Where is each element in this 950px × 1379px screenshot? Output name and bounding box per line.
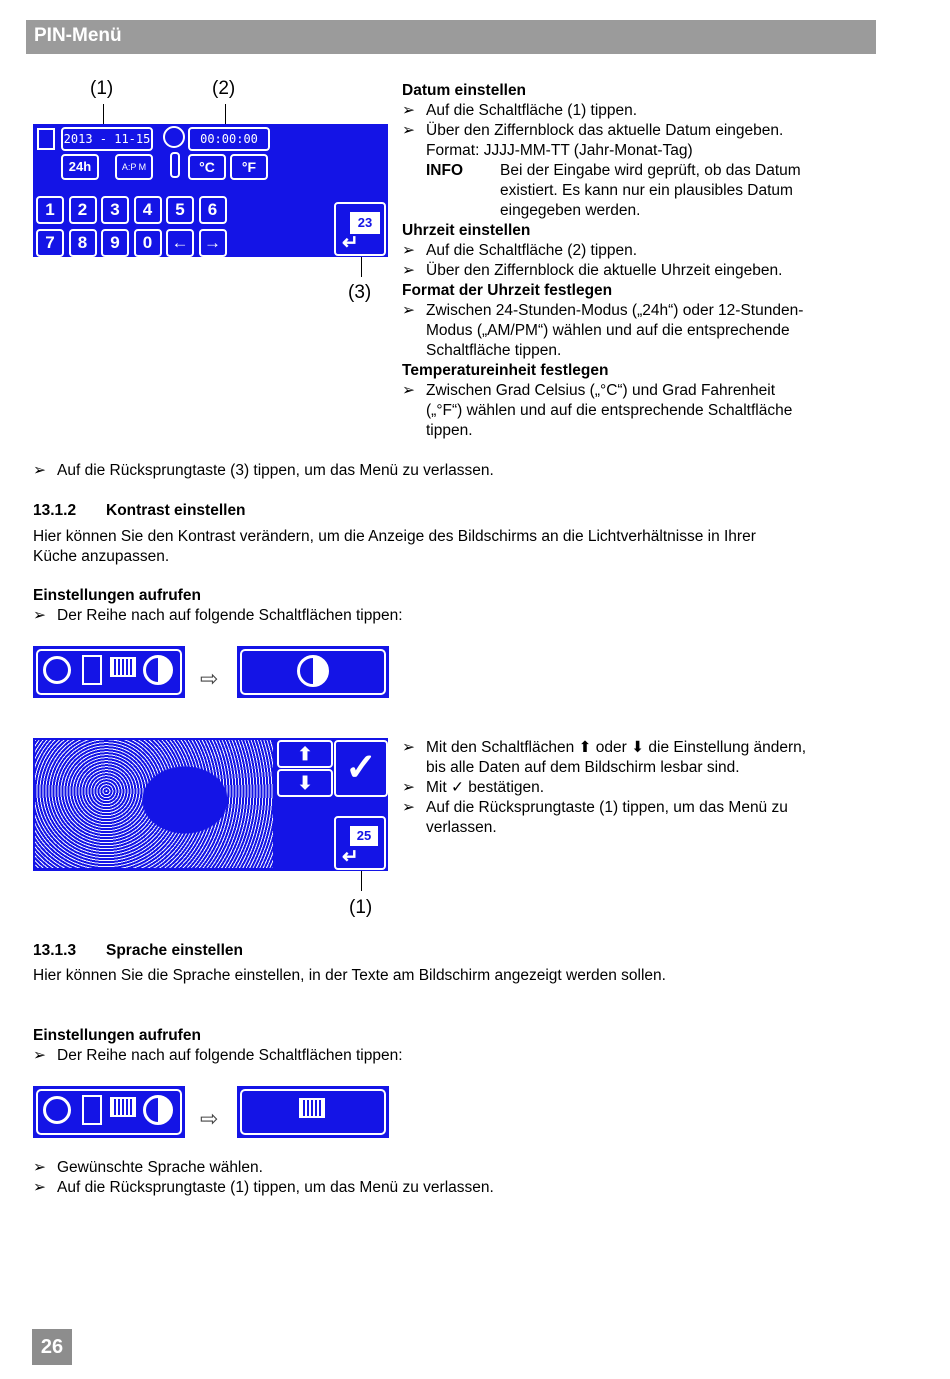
page-header-title: PIN-Menü [34, 25, 122, 46]
contrast-icon[interactable] [143, 655, 173, 685]
bullet-item: ➢ Zwischen 24-Stunden-Modus („24h“) oder 12-Stunden- [402, 302, 804, 319]
bullet-continuation: tippen. [426, 422, 473, 439]
keypad-key[interactable]: → [199, 229, 227, 257]
back-button[interactable] [334, 816, 386, 870]
thermometer-icon [170, 152, 180, 178]
time-button[interactable]: 00:00:00 [188, 127, 270, 151]
format-ampm-button[interactable]: A:P M [115, 154, 153, 180]
section-intro: Küche anzupassen. [33, 548, 170, 565]
info-text: existiert. Es kann nur ein plausibles Datum [500, 182, 793, 199]
keypad-key[interactable]: 2 [69, 196, 97, 224]
callout-line-3 [361, 257, 362, 277]
calendar-page-icon [37, 128, 55, 150]
format-24h-button[interactable]: 24h [61, 154, 99, 180]
bullet-item: ➢ Über den Ziffernblock die aktuelle Uhrzeit eingeben. [402, 262, 783, 279]
bullet-continuation: Modus („AM/PM“) wählen und auf die entsprechende [426, 322, 790, 339]
contrast-icon[interactable] [297, 655, 329, 687]
heading-format: Format der Uhrzeit festlegen [402, 282, 613, 299]
return-arrow-icon: ↵ [342, 232, 359, 254]
bullet-continuation: verlassen. [426, 819, 497, 836]
section-number: 13.1.3 [33, 942, 77, 959]
callout-line [361, 871, 362, 891]
info-text: Bei der Eingabe wird geprüft, ob das Datum [500, 162, 801, 179]
date-button[interactable]: 2013 - 11-15 [61, 127, 153, 151]
section-intro: Hier können Sie den Kontrast verändern, um die Anzeige des Bildschirms an die Lichtverhältnisse in Ihrer [33, 528, 756, 545]
keypad-key[interactable]: 9 [101, 229, 129, 257]
clock-icon[interactable] [43, 1096, 71, 1124]
language-flag-icon[interactable] [299, 1098, 325, 1118]
bullet-item: ➢ Auf die Schaltfläche (2) tippen. [402, 242, 638, 259]
confirm-checkmark-button[interactable]: ✓ [334, 740, 388, 797]
contrast-preview-image [35, 740, 273, 868]
contrast-down-button[interactable]: ⬇ [277, 769, 333, 797]
keypad-key[interactable]: 7 [36, 229, 64, 257]
callout-2: (2) [212, 78, 236, 99]
section-number: 13.1.2 [33, 502, 77, 519]
datetime-screen [33, 124, 388, 257]
info-text: eingegeben werden. [500, 202, 641, 219]
bullet-item: ➢ Zwischen Grad Celsius („°C“) und Grad Fahrenheit [402, 382, 776, 399]
bullet-item: ➢ Mit den Schaltflächen ⬆ oder ⬇ die Einstellung ändern, [402, 739, 807, 756]
subheading: Einstellungen aufrufen [33, 587, 201, 604]
bullet-item: ➢ Der Reihe nach auf folgende Schaltflächen tippen: [33, 1047, 403, 1064]
bullet-item: ➢ Gewünschte Sprache wählen. [33, 1159, 263, 1176]
bullet-continuation: („°F“) wählen und auf die entsprechende Schaltfläche [426, 402, 793, 419]
contrast-up-button[interactable]: ⬆ [277, 740, 333, 768]
keypad-key[interactable]: ← [166, 229, 194, 257]
arrow-right-icon: ⇨ [200, 1106, 219, 1131]
callout-1: (1) [90, 78, 114, 99]
clock-icon[interactable] [43, 656, 71, 684]
back-badge: 23 [350, 212, 380, 234]
info-label: INFO [426, 162, 464, 179]
contrast-icon[interactable] [143, 1095, 173, 1125]
page-icon[interactable] [82, 1095, 102, 1125]
bullet-item: ➢ Der Reihe nach auf folgende Schaltflächen tippen: [33, 607, 403, 624]
return-arrow-icon: ↵ [342, 846, 359, 868]
contrast-screen [33, 738, 388, 871]
page-icon[interactable] [82, 655, 102, 685]
heading-temperatur: Temperatureinheit festlegen [402, 362, 609, 379]
back-button[interactable] [334, 202, 386, 256]
format-line: Format: JJJJ-MM-TT (Jahr-Monat-Tag) [426, 142, 693, 159]
language-flag-icon[interactable] [110, 1097, 136, 1117]
fahrenheit-button[interactable]: °F [230, 154, 268, 180]
contrast-button-screen [237, 646, 389, 698]
keypad-key[interactable]: 6 [199, 196, 227, 224]
settings-menu-strip [33, 646, 185, 698]
keypad-key[interactable]: 8 [69, 229, 97, 257]
bullet-item: ➢ Auf die Rücksprungtaste (1) tippen, um das Menü zu verlassen. [33, 1179, 494, 1196]
language-flag-icon[interactable] [110, 657, 136, 677]
keypad-key[interactable]: 1 [36, 196, 64, 224]
bullet-continuation: Schaltfläche tippen. [426, 342, 562, 359]
section-title: Sprache einstellen [106, 942, 243, 959]
page-header [26, 20, 876, 54]
callout-3: (3) [348, 282, 372, 303]
bullet-item: ➢ Auf die Rücksprungtaste (3) tippen, um das Menü zu verlassen. [33, 462, 494, 479]
bullet-item: ➢ Auf die Rücksprungtaste (1) tippen, um das Menü zu [402, 799, 788, 816]
keypad-key[interactable]: 5 [166, 196, 194, 224]
bullet-item: ➢ Über den Ziffernblock das aktuelle Datum eingeben. [402, 122, 784, 139]
subheading: Einstellungen aufrufen [33, 1027, 201, 1044]
settings-menu-strip [33, 1086, 185, 1138]
callout-1-contrast: (1) [349, 897, 373, 918]
bullet-continuation: bis alle Daten auf dem Bildschirm lesbar sind. [426, 759, 740, 776]
section-intro: Hier können Sie die Sprache einstellen, in der Texte am Bildschirm angezeigt werden sollen. [33, 967, 666, 984]
heading-uhrzeit: Uhrzeit einstellen [402, 222, 531, 239]
clock-icon [163, 126, 185, 148]
section-title: Kontrast einstellen [106, 502, 246, 519]
page-number: 26 [32, 1329, 72, 1365]
celsius-button[interactable]: °C [188, 154, 226, 180]
language-button-screen [237, 1086, 389, 1138]
keypad-key[interactable]: 3 [101, 196, 129, 224]
arrow-right-icon: ⇨ [200, 666, 219, 691]
back-badge: 25 [350, 826, 378, 846]
heading-datum: Datum einstellen [402, 82, 527, 99]
bullet-item: ➢ Mit ✓ bestätigen. [402, 779, 545, 796]
bullet-item: ➢ Auf die Schaltfläche (1) tippen. [402, 102, 638, 119]
keypad-key[interactable]: 4 [134, 196, 162, 224]
keypad-key[interactable]: 0 [134, 229, 162, 257]
